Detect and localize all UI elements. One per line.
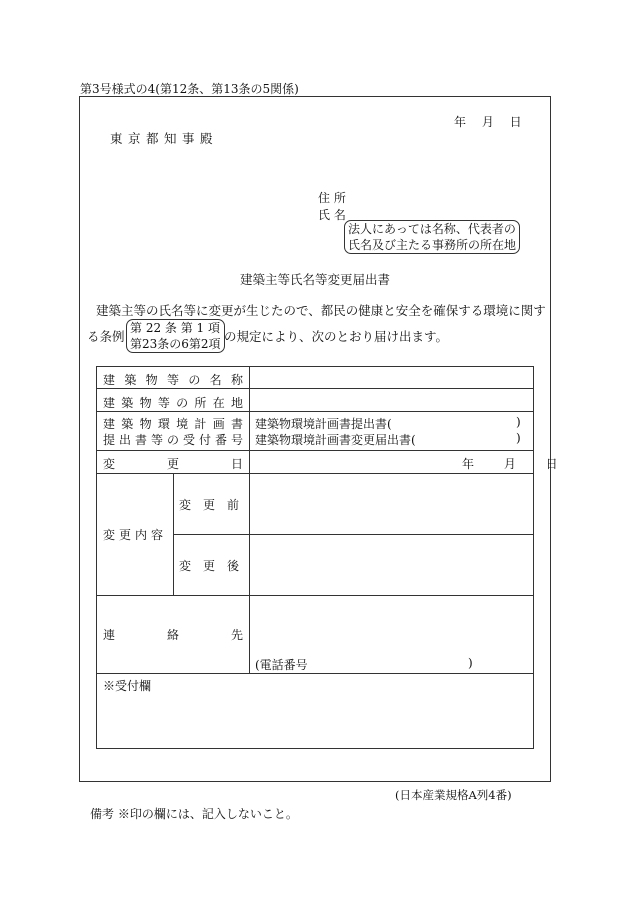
address-label: 住 所: [318, 191, 346, 205]
body-line-2-suffix: の規定により、次のとおり届け出ます。: [224, 329, 449, 344]
addressee: 東京都知事殿: [110, 131, 219, 146]
form-table: [96, 366, 558, 749]
name-note-line2: 氏名及び主たる事務所の所在地: [348, 238, 517, 252]
paper-size-note: (日本産業規格A列4番): [395, 788, 512, 802]
phone-label: (電話番号: [255, 658, 308, 672]
article-b: 第23条の6第2項: [130, 337, 221, 351]
change-date-value: 年 月 日: [462, 457, 558, 471]
building-name-field[interactable]: [255, 369, 527, 387]
contact-field[interactable]: [255, 599, 527, 649]
submission-date: 年 月 日: [454, 115, 522, 129]
building-location-label: 建築物等の所在地: [103, 396, 243, 410]
plan-label-line1: 建築物環境計画書: [103, 417, 243, 431]
phone-close: ): [468, 656, 473, 670]
building-name-label: 建築物等の名称: [103, 373, 243, 387]
change-date-label: 変更日: [103, 457, 243, 471]
reception-label: ※受付欄: [103, 679, 152, 693]
body-line-1: 建築主等の氏名等に変更が生じたので、都民の健康と安全を確保する環境に関す: [96, 303, 546, 318]
after-change-field[interactable]: [255, 538, 527, 592]
before-change-field[interactable]: [255, 477, 527, 531]
after-label: 変更後: [179, 559, 252, 573]
change-content-label: 変更内容: [103, 528, 168, 542]
name-note-line1: 法人にあっては名称、代表者の: [348, 222, 516, 236]
plan-value-line1-close: ): [516, 415, 521, 429]
plan-value-line1: 建築物環境計画書提出書(: [255, 417, 392, 431]
remark: 備考 ※印の欄には、記入しないこと。: [90, 807, 298, 821]
contact-label: 連絡先: [103, 628, 243, 642]
plan-value-line2-close: ): [516, 431, 521, 445]
name-label: 氏 名: [318, 208, 346, 222]
document-title: 建築主等氏名等変更届出書: [239, 272, 390, 287]
plan-value-line2: 建築物環境計画書変更届出書(: [255, 433, 416, 447]
before-label: 変更前: [179, 498, 252, 512]
body-line-2-prefix: る条例: [87, 329, 125, 344]
plan-label-line2: 提出書等の受付番号: [103, 433, 243, 447]
article-a: 第 22 条 第 1 項: [130, 321, 220, 335]
building-location-field[interactable]: [255, 392, 527, 410]
form-number: 第3号様式の4(第12条、第13条の5関係): [80, 82, 299, 96]
article-reference: [126, 319, 225, 353]
name-note: [344, 220, 520, 254]
